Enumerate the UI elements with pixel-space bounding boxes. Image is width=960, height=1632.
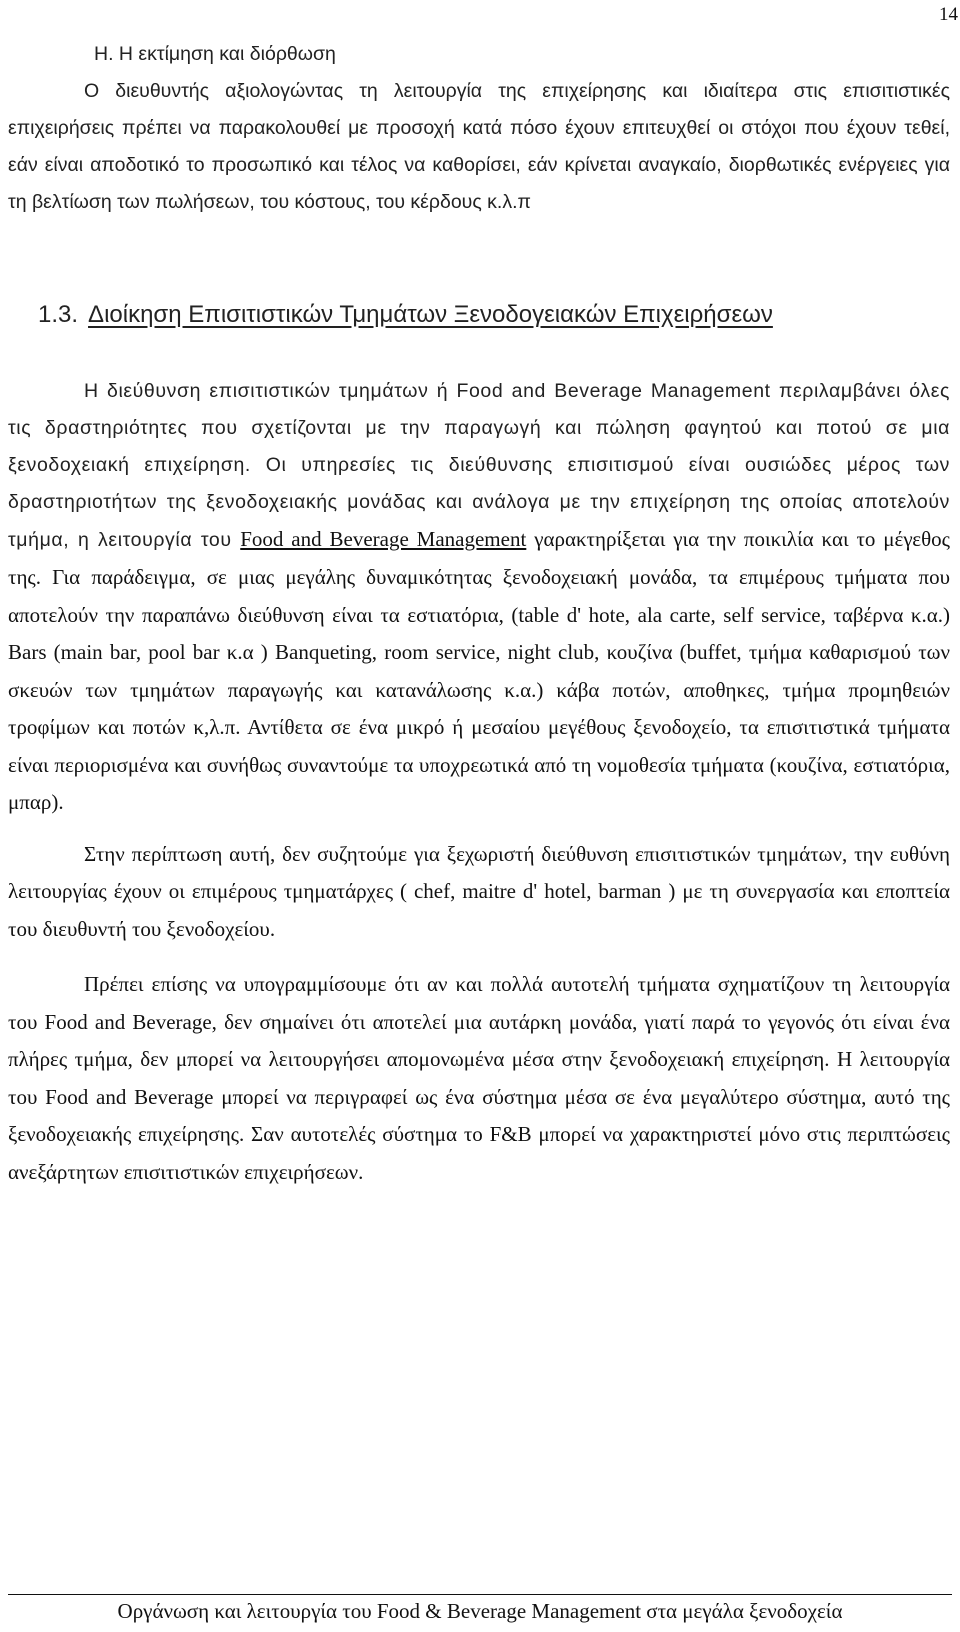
page-footer: Οργάνωση και λειτουργία του Food & Beverage Management στα μεγάλα ξενοδοχεία <box>117 1599 843 1623</box>
body-paragraph-3: Στην περίπτωση αυτή, δεν συζητούμε για ξεχωριστή διεύθυνση επισιτιστικών τμημάτων, την ευθύνη λειτουργίας έχουν οι επιμέρους τμηματάρχες ( chef, maitre d' hotel, barman ) με τη συνεργασία και εποπτεία του διευθυντή του ξενοδοχείου. <box>8 841 950 941</box>
section-paragraph: Ο διευθυντής αξιολογώντας τη λειτουργία της επιχείρησης και ιδιαίτερα στις επισιτιστικές επιχειρήσεις πρέπει να παρακολουθεί με προσοχή κατά πόσο έχουν επιτευχθεί οι στόχοι που έχουν τεθεί, εάν είναι αποδοτικό το προσωπικό και τέλος να καθορίσει, εάν κρίνεται αναγκαίο, διορθωτικές ενέργειες για τη βελτίωση των πωλήσεων, του κόστους, του κέρδους κ.λ.π <box>8 80 950 213</box>
page-number: 14 <box>939 4 958 25</box>
body-paragraph <box>8 373 950 822</box>
section-heading: Η. Η εκτίμηση και διόρθωση <box>94 43 336 65</box>
footer-rule <box>8 1594 952 1595</box>
chapter-number: 1.3. <box>38 301 79 328</box>
page-content <box>8 0 950 1191</box>
chapter-heading <box>38 301 950 329</box>
paragraph-text-sans: Η διεύθυνση επισιτιστικών τμημάτων ή Food and Beverage Management περιλαμβάνει όλες τις δραστηριότητες που σχετίζονται με την παραγωγή και πώληση φαγητού και ποτού σε μια ξενοδοχειακή επιχείρηση. Οι υπηρεσίες τις διεύθυνσης επισιτισμού είναι ουσιώδες μέρος των δραστηριοτήτων της ξενοδοχειακής μονάδας και ανάλογα με την επιχείρηση της οποίας αποτελούν τμήμα, η λειτουργία του <box>8 380 950 551</box>
underlined-term: Food and Beverage Management <box>240 527 527 551</box>
body-paragraph-4: Πρέπει επίσης να υπογραμμίσουμε ότι αν και πολλά αυτοτελή τμήματα σχηματίζουν τη λειτουργία του Food and Beverage, δεν σημαίνει ότι αποτελεί μια αυτάρκη μονάδα, γιατί παρά το γεγονός ότι είναι ένα πλήρες τμήμα, δεν μπορεί να λειτουργήσει απομονωμένα μέσα στην ξενοδοχειακή επιχείρηση. Η λειτουργία του Food and Beverage μπορεί να περιγραφεί ως ένα σύστημα μέσα σε ένα μεγαλύτερο σύστημα, αυτό της ξενοδοχειακής επιχείρησης. Σαν αυτοτελές σύστημα το F&B μπορεί να χαρακτηριστεί μόνο στις περιπτώσεις ανεξάρτητων επισιτιστικών επιχειρήσεων. <box>8 972 950 1184</box>
paragraph-text-serif: γαρακτηρίξεται για την ποικιλία και το μέγεθος της. Για παράδειγμα, σε μιας μεγάλης δυναμικότητας ξενοδοχειακή μονάδα, τα επιμέρους τμήματα που αποτελούν την παραπάνω διεύθυνση είναι τα εστιατόρια, (table d' hote, ala carte, self service, ταβέρνα κ.α.) Bars (main bar, pool bar κ.α ) Banqueting, room service, night club, κουζίνα (buffet, τμήμα καθαρισμού των σκευών των τμημάτων παραγωγής και κατανάλωσης κ.α.) κάβα ποτών, αποθηκες, τμήμα προμηθειών τροφίμων και ποτών κ,λ.π. Αντίθετα σε ένα μικρό ή μεσαίου μεγέθους ξενοδοχείο, τα επισιτιστικά τμήματα είναι περιορισμένα και συνήθως συναντούμε τα υποχρεωτικά από τη νομοθεσία τμήματα (κουζίνα, εστιατόρια, μπαρ). <box>8 527 950 814</box>
chapter-title: Διοίκηση Επισιτιστικών Τμημάτων Ξενοδογειακών Επιχειρήσεων <box>88 301 773 328</box>
